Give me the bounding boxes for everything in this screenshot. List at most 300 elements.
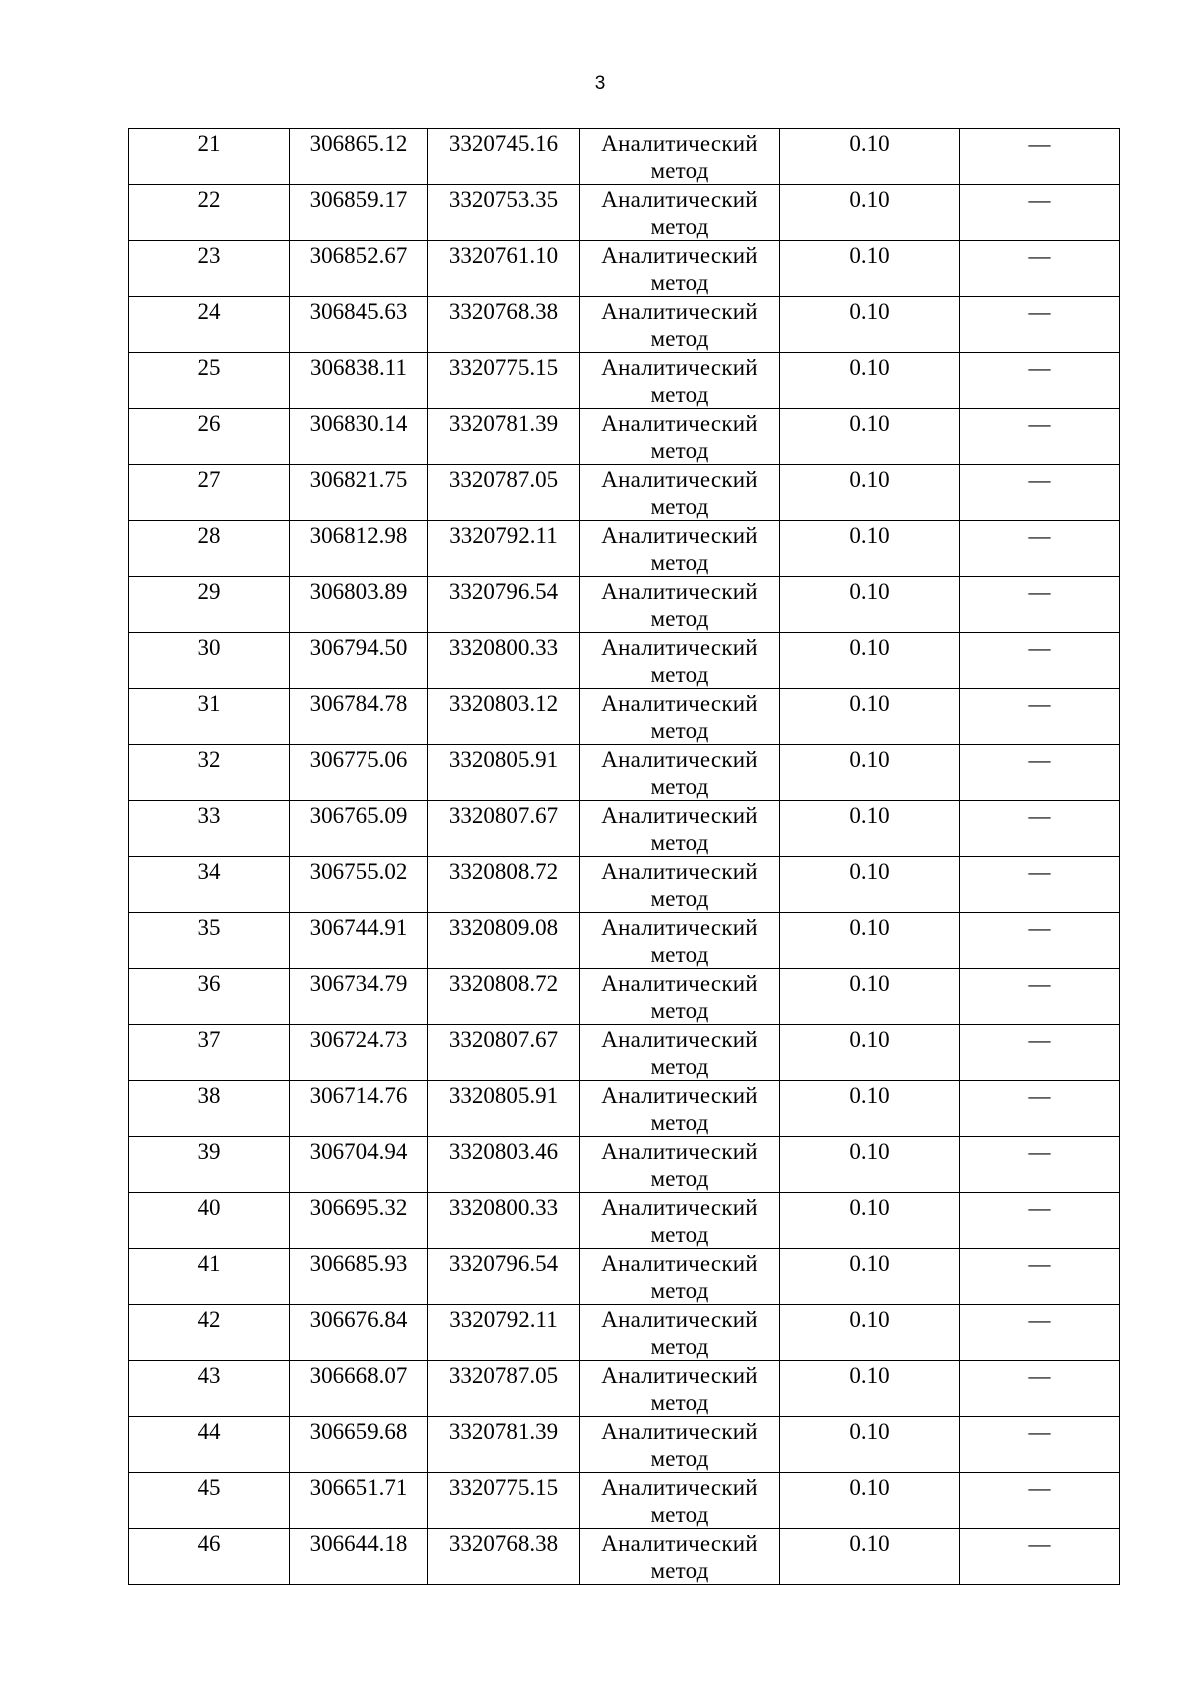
table-row xyxy=(129,353,1120,409)
x-coordinate-cell xyxy=(290,297,428,353)
precision-cell-text: 0.10 xyxy=(849,131,890,156)
y-coordinate-cell-text: 3320745.16 xyxy=(448,131,559,156)
table-row xyxy=(129,1081,1120,1137)
table-row xyxy=(129,1361,1120,1417)
note-cell-text: — xyxy=(1028,187,1051,212)
y-coordinate-cell xyxy=(428,1025,580,1081)
note-cell xyxy=(960,1025,1120,1081)
note-cell xyxy=(960,297,1120,353)
x-coordinate-cell xyxy=(290,913,428,969)
x-coordinate-cell xyxy=(290,1081,428,1137)
method-cell-text: Аналитический метод xyxy=(601,467,758,519)
y-coordinate-cell-text: 3320807.67 xyxy=(448,1027,559,1052)
x-coordinate-cell-text: 306668.07 xyxy=(309,1363,408,1388)
x-coordinate-cell-text: 306865.12 xyxy=(309,131,408,156)
method-cell xyxy=(580,1025,780,1081)
precision-cell-text: 0.10 xyxy=(849,1083,890,1108)
x-coordinate-cell-text: 306644.18 xyxy=(309,1531,408,1556)
y-coordinate-cell xyxy=(428,801,580,857)
point-number-cell-text: 34 xyxy=(197,859,221,884)
table-row xyxy=(129,801,1120,857)
note-cell-text: — xyxy=(1028,1363,1051,1388)
y-coordinate-cell xyxy=(428,745,580,801)
table-row xyxy=(129,1473,1120,1529)
method-cell xyxy=(580,353,780,409)
note-cell xyxy=(960,409,1120,465)
y-coordinate-cell-text: 3320753.35 xyxy=(448,187,559,212)
precision-cell-text: 0.10 xyxy=(849,299,890,324)
precision-cell xyxy=(780,1305,960,1361)
point-number-cell xyxy=(129,1249,290,1305)
y-coordinate-cell xyxy=(428,1361,580,1417)
precision-cell-text: 0.10 xyxy=(849,411,890,436)
table-row xyxy=(129,969,1120,1025)
precision-cell xyxy=(780,185,960,241)
note-cell-text: — xyxy=(1028,971,1051,996)
y-coordinate-cell xyxy=(428,913,580,969)
point-number-cell-text: 40 xyxy=(197,1195,221,1220)
y-coordinate-cell-text: 3320775.15 xyxy=(448,355,559,380)
note-cell-text: — xyxy=(1028,411,1051,436)
point-number-cell-text: 44 xyxy=(197,1419,221,1444)
method-cell-text: Аналитический метод xyxy=(601,243,758,295)
precision-cell xyxy=(780,1473,960,1529)
precision-cell-text: 0.10 xyxy=(849,971,890,996)
note-cell xyxy=(960,521,1120,577)
point-number-cell xyxy=(129,185,290,241)
y-coordinate-cell xyxy=(428,409,580,465)
precision-cell-text: 0.10 xyxy=(849,523,890,548)
y-coordinate-cell xyxy=(428,1137,580,1193)
precision-cell-text: 0.10 xyxy=(849,1027,890,1052)
note-cell xyxy=(960,1137,1120,1193)
point-number-cell xyxy=(129,129,290,185)
note-cell-text: — xyxy=(1028,1419,1051,1444)
x-coordinate-cell xyxy=(290,521,428,577)
x-coordinate-cell-text: 306812.98 xyxy=(309,523,408,548)
table-row xyxy=(129,129,1120,185)
x-coordinate-cell xyxy=(290,465,428,521)
coordinates-table-body xyxy=(129,129,1120,1585)
method-cell-text: Аналитический метод xyxy=(601,1139,758,1191)
note-cell-text: — xyxy=(1028,355,1051,380)
y-coordinate-cell-text: 3320803.12 xyxy=(448,691,559,716)
y-coordinate-cell-text: 3320808.72 xyxy=(448,859,559,884)
note-cell-text: — xyxy=(1028,523,1051,548)
method-cell xyxy=(580,1529,780,1585)
precision-cell xyxy=(780,1081,960,1137)
method-cell xyxy=(580,913,780,969)
precision-cell-text: 0.10 xyxy=(849,915,890,940)
y-coordinate-cell-text: 3320768.38 xyxy=(448,299,559,324)
method-cell-text: Аналитический метод xyxy=(601,187,758,239)
precision-cell xyxy=(780,689,960,745)
x-coordinate-cell-text: 306685.93 xyxy=(309,1251,408,1276)
precision-cell xyxy=(780,465,960,521)
point-number-cell xyxy=(129,801,290,857)
point-number-cell-text: 37 xyxy=(197,1027,221,1052)
y-coordinate-cell-text: 3320787.05 xyxy=(448,467,559,492)
method-cell xyxy=(580,801,780,857)
precision-cell-text: 0.10 xyxy=(849,579,890,604)
y-coordinate-cell xyxy=(428,1473,580,1529)
precision-cell xyxy=(780,577,960,633)
y-coordinate-cell-text: 3320796.54 xyxy=(448,579,559,604)
note-cell xyxy=(960,633,1120,689)
point-number-cell xyxy=(129,1361,290,1417)
point-number-cell xyxy=(129,633,290,689)
note-cell xyxy=(960,1361,1120,1417)
table-row xyxy=(129,1025,1120,1081)
point-number-cell-text: 29 xyxy=(197,579,221,604)
page-number: 3 xyxy=(594,73,606,94)
method-cell xyxy=(580,1473,780,1529)
point-number-cell-text: 31 xyxy=(197,691,221,716)
method-cell-text: Аналитический метод xyxy=(601,579,758,631)
method-cell xyxy=(580,745,780,801)
x-coordinate-cell-text: 306803.89 xyxy=(309,579,408,604)
precision-cell xyxy=(780,857,960,913)
note-cell xyxy=(960,801,1120,857)
precision-cell xyxy=(780,1193,960,1249)
y-coordinate-cell-text: 3320800.33 xyxy=(448,635,559,660)
precision-cell-text: 0.10 xyxy=(849,1363,890,1388)
x-coordinate-cell-text: 306734.79 xyxy=(309,971,408,996)
x-coordinate-cell xyxy=(290,577,428,633)
point-number-cell-text: 43 xyxy=(197,1363,221,1388)
x-coordinate-cell xyxy=(290,1249,428,1305)
x-coordinate-cell-text: 306651.71 xyxy=(309,1475,408,1500)
note-cell xyxy=(960,185,1120,241)
method-cell xyxy=(580,409,780,465)
y-coordinate-cell-text: 3320805.91 xyxy=(448,1083,559,1108)
table-row xyxy=(129,297,1120,353)
method-cell xyxy=(580,1361,780,1417)
precision-cell-text: 0.10 xyxy=(849,467,890,492)
point-number-cell-text: 32 xyxy=(197,747,221,772)
note-cell xyxy=(960,577,1120,633)
point-number-cell-text: 23 xyxy=(197,243,221,268)
method-cell xyxy=(580,129,780,185)
table-row xyxy=(129,241,1120,297)
y-coordinate-cell xyxy=(428,577,580,633)
method-cell-text: Аналитический метод xyxy=(601,635,758,687)
x-coordinate-cell xyxy=(290,241,428,297)
note-cell xyxy=(960,857,1120,913)
note-cell xyxy=(960,689,1120,745)
table-row xyxy=(129,689,1120,745)
precision-cell xyxy=(780,521,960,577)
method-cell xyxy=(580,689,780,745)
note-cell xyxy=(960,465,1120,521)
table-row xyxy=(129,633,1120,689)
precision-cell-text: 0.10 xyxy=(849,243,890,268)
method-cell-text: Аналитический метод xyxy=(601,299,758,351)
point-number-cell-text: 30 xyxy=(197,635,221,660)
x-coordinate-cell xyxy=(290,1529,428,1585)
method-cell xyxy=(580,1137,780,1193)
y-coordinate-cell-text: 3320803.46 xyxy=(448,1139,559,1164)
point-number-cell-text: 26 xyxy=(197,411,221,436)
x-coordinate-cell-text: 306830.14 xyxy=(309,411,408,436)
y-coordinate-cell xyxy=(428,241,580,297)
table-row xyxy=(129,521,1120,577)
method-cell xyxy=(580,1417,780,1473)
method-cell-text: Аналитический метод xyxy=(601,355,758,407)
note-cell-text: — xyxy=(1028,915,1051,940)
precision-cell xyxy=(780,1417,960,1473)
x-coordinate-cell-text: 306676.84 xyxy=(309,1307,408,1332)
x-coordinate-cell-text: 306838.11 xyxy=(310,355,407,380)
y-coordinate-cell xyxy=(428,969,580,1025)
note-cell-text: — xyxy=(1028,1139,1051,1164)
note-cell-text: — xyxy=(1028,747,1051,772)
x-coordinate-cell xyxy=(290,1193,428,1249)
y-coordinate-cell xyxy=(428,1417,580,1473)
note-cell-text: — xyxy=(1028,299,1051,324)
precision-cell-text: 0.10 xyxy=(849,859,890,884)
point-number-cell xyxy=(129,1025,290,1081)
note-cell-text: — xyxy=(1028,467,1051,492)
precision-cell xyxy=(780,1025,960,1081)
note-cell-text: — xyxy=(1028,1027,1051,1052)
x-coordinate-cell xyxy=(290,1025,428,1081)
y-coordinate-cell xyxy=(428,297,580,353)
point-number-cell-text: 46 xyxy=(197,1531,221,1556)
note-cell-text: — xyxy=(1028,635,1051,660)
precision-cell-text: 0.10 xyxy=(849,1419,890,1444)
precision-cell-text: 0.10 xyxy=(849,187,890,212)
point-number-cell xyxy=(129,1305,290,1361)
y-coordinate-cell-text: 3320805.91 xyxy=(448,747,559,772)
precision-cell-text: 0.10 xyxy=(849,803,890,828)
precision-cell xyxy=(780,969,960,1025)
point-number-cell xyxy=(129,1137,290,1193)
x-coordinate-cell xyxy=(290,129,428,185)
method-cell xyxy=(580,1081,780,1137)
x-coordinate-cell xyxy=(290,1473,428,1529)
x-coordinate-cell xyxy=(290,745,428,801)
table-row xyxy=(129,409,1120,465)
y-coordinate-cell-text: 3320761.10 xyxy=(448,243,559,268)
y-coordinate-cell xyxy=(428,521,580,577)
precision-cell-text: 0.10 xyxy=(849,1307,890,1332)
method-cell-text: Аналитический метод xyxy=(601,1475,758,1527)
point-number-cell-text: 28 xyxy=(197,523,221,548)
note-cell-text: — xyxy=(1028,1307,1051,1332)
method-cell xyxy=(580,1249,780,1305)
x-coordinate-cell-text: 306845.63 xyxy=(309,299,408,324)
note-cell xyxy=(960,129,1120,185)
y-coordinate-cell-text: 3320787.05 xyxy=(448,1363,559,1388)
method-cell-text: Аналитический метод xyxy=(601,411,758,463)
y-coordinate-cell-text: 3320781.39 xyxy=(448,1419,559,1444)
method-cell-text: Аналитический метод xyxy=(601,523,758,575)
note-cell xyxy=(960,745,1120,801)
x-coordinate-cell xyxy=(290,409,428,465)
y-coordinate-cell-text: 3320809.08 xyxy=(448,915,559,940)
point-number-cell-text: 33 xyxy=(197,803,221,828)
table-row xyxy=(129,1193,1120,1249)
point-number-cell-text: 21 xyxy=(197,131,221,156)
y-coordinate-cell xyxy=(428,185,580,241)
x-coordinate-cell-text: 306775.06 xyxy=(309,747,408,772)
precision-cell xyxy=(780,801,960,857)
note-cell-text: — xyxy=(1028,579,1051,604)
x-coordinate-cell xyxy=(290,353,428,409)
note-cell-text: — xyxy=(1028,691,1051,716)
precision-cell-text: 0.10 xyxy=(849,635,890,660)
y-coordinate-cell xyxy=(428,633,580,689)
point-number-cell xyxy=(129,241,290,297)
y-coordinate-cell-text: 3320775.15 xyxy=(448,1475,559,1500)
table-row xyxy=(129,1249,1120,1305)
method-cell-text: Аналитический метод xyxy=(601,803,758,855)
method-cell-text: Аналитический метод xyxy=(601,859,758,911)
x-coordinate-cell xyxy=(290,689,428,745)
point-number-cell xyxy=(129,1081,290,1137)
note-cell xyxy=(960,1473,1120,1529)
y-coordinate-cell xyxy=(428,857,580,913)
point-number-cell xyxy=(129,353,290,409)
point-number-cell xyxy=(129,745,290,801)
point-number-cell xyxy=(129,969,290,1025)
method-cell xyxy=(580,857,780,913)
x-coordinate-cell xyxy=(290,801,428,857)
method-cell-text: Аналитический метод xyxy=(601,1251,758,1303)
x-coordinate-cell xyxy=(290,185,428,241)
x-coordinate-cell-text: 306695.32 xyxy=(309,1195,408,1220)
point-number-cell xyxy=(129,465,290,521)
method-cell xyxy=(580,521,780,577)
method-cell-text: Аналитический метод xyxy=(601,971,758,1023)
note-cell xyxy=(960,1249,1120,1305)
table-row xyxy=(129,1417,1120,1473)
point-number-cell xyxy=(129,577,290,633)
point-number-cell-text: 39 xyxy=(197,1139,221,1164)
method-cell xyxy=(580,185,780,241)
precision-cell-text: 0.10 xyxy=(849,1139,890,1164)
x-coordinate-cell-text: 306765.09 xyxy=(309,803,408,828)
point-number-cell xyxy=(129,857,290,913)
precision-cell xyxy=(780,1529,960,1585)
note-cell-text: — xyxy=(1028,1531,1051,1556)
precision-cell xyxy=(780,409,960,465)
precision-cell-text: 0.10 xyxy=(849,1251,890,1276)
precision-cell xyxy=(780,129,960,185)
table-row xyxy=(129,1529,1120,1585)
point-number-cell-text: 25 xyxy=(197,355,221,380)
note-cell xyxy=(960,1193,1120,1249)
precision-cell xyxy=(780,745,960,801)
precision-cell-text: 0.10 xyxy=(849,1531,890,1556)
method-cell xyxy=(580,465,780,521)
precision-cell xyxy=(780,913,960,969)
table-row xyxy=(129,745,1120,801)
precision-cell xyxy=(780,1137,960,1193)
x-coordinate-cell-text: 306784.78 xyxy=(309,691,408,716)
method-cell-text: Аналитический метод xyxy=(601,747,758,799)
x-coordinate-cell-text: 306724.73 xyxy=(309,1027,408,1052)
y-coordinate-cell xyxy=(428,689,580,745)
point-number-cell-text: 27 xyxy=(197,467,221,492)
precision-cell-text: 0.10 xyxy=(849,1475,890,1500)
point-number-cell xyxy=(129,297,290,353)
method-cell-text: Аналитический метод xyxy=(601,1027,758,1079)
table-row xyxy=(129,913,1120,969)
precision-cell xyxy=(780,633,960,689)
method-cell-text: Аналитический метод xyxy=(601,1419,758,1471)
y-coordinate-cell-text: 3320808.72 xyxy=(448,971,559,996)
point-number-cell-text: 38 xyxy=(197,1083,221,1108)
y-coordinate-cell xyxy=(428,353,580,409)
y-coordinate-cell-text: 3320800.33 xyxy=(448,1195,559,1220)
note-cell-text: — xyxy=(1028,243,1051,268)
note-cell-text: — xyxy=(1028,859,1051,884)
table-row xyxy=(129,577,1120,633)
note-cell-text: — xyxy=(1028,1475,1051,1500)
x-coordinate-cell xyxy=(290,1361,428,1417)
method-cell-text: Аналитический метод xyxy=(601,1363,758,1415)
precision-cell-text: 0.10 xyxy=(849,691,890,716)
precision-cell-text: 0.10 xyxy=(849,1195,890,1220)
y-coordinate-cell-text: 3320792.11 xyxy=(449,523,558,548)
note-cell-text: — xyxy=(1028,1083,1051,1108)
x-coordinate-cell-text: 306659.68 xyxy=(309,1419,408,1444)
note-cell-text: — xyxy=(1028,803,1051,828)
note-cell xyxy=(960,913,1120,969)
point-number-cell xyxy=(129,1473,290,1529)
point-number-cell-text: 42 xyxy=(197,1307,221,1332)
y-coordinate-cell xyxy=(428,1193,580,1249)
y-coordinate-cell xyxy=(428,1529,580,1585)
method-cell-text: Аналитический метод xyxy=(601,691,758,743)
x-coordinate-cell-text: 306859.17 xyxy=(309,187,408,212)
table-row xyxy=(129,185,1120,241)
x-coordinate-cell-text: 306744.91 xyxy=(309,915,408,940)
point-number-cell xyxy=(129,1193,290,1249)
precision-cell xyxy=(780,241,960,297)
y-coordinate-cell xyxy=(428,465,580,521)
x-coordinate-cell-text: 306714.76 xyxy=(309,1083,408,1108)
table-row xyxy=(129,1305,1120,1361)
point-number-cell-text: 22 xyxy=(197,187,221,212)
note-cell xyxy=(960,1081,1120,1137)
y-coordinate-cell-text: 3320796.54 xyxy=(448,1251,559,1276)
point-number-cell xyxy=(129,521,290,577)
point-number-cell xyxy=(129,1529,290,1585)
precision-cell xyxy=(780,297,960,353)
note-cell xyxy=(960,1529,1120,1585)
method-cell xyxy=(580,1305,780,1361)
precision-cell xyxy=(780,1361,960,1417)
note-cell xyxy=(960,353,1120,409)
point-number-cell-text: 41 xyxy=(197,1251,221,1276)
note-cell-text: — xyxy=(1028,1195,1051,1220)
y-coordinate-cell xyxy=(428,129,580,185)
method-cell-text: Аналитический метод xyxy=(601,1307,758,1359)
method-cell xyxy=(580,297,780,353)
x-coordinate-cell xyxy=(290,633,428,689)
table-row xyxy=(129,465,1120,521)
coordinates-table xyxy=(128,128,1120,1585)
precision-cell-text: 0.10 xyxy=(849,355,890,380)
y-coordinate-cell-text: 3320792.11 xyxy=(449,1307,558,1332)
precision-cell-text: 0.10 xyxy=(849,747,890,772)
y-coordinate-cell-text: 3320781.39 xyxy=(448,411,559,436)
precision-cell xyxy=(780,353,960,409)
x-coordinate-cell xyxy=(290,1137,428,1193)
